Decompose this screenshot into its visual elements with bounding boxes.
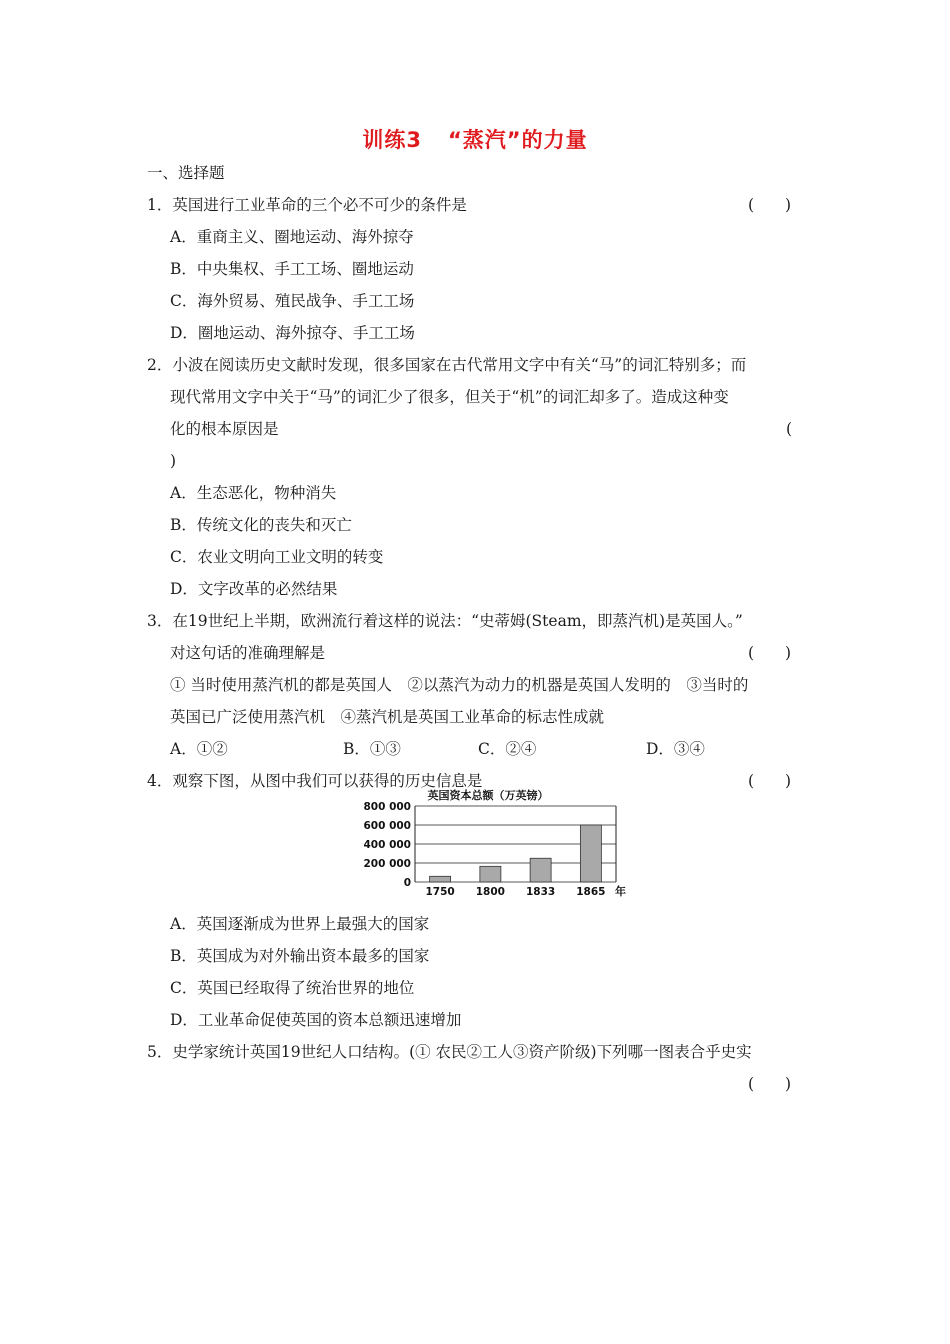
q1-answer-blank: ( ) — [748, 196, 792, 214]
q2-option-c: C．农业文明向工业文明的转变 — [170, 548, 384, 566]
q3-answer-blank: ( ) — [748, 644, 792, 662]
q1-option-a: A．重商主义、圈地运动、海外掠夺 — [170, 228, 414, 246]
q2-option-d: D．文字改革的必然结果 — [170, 580, 338, 598]
q4-stem: 4．观察下图，从图中我们可以获得的历史信息是 — [147, 772, 483, 790]
q2-answer-blank-open: ( — [786, 420, 793, 438]
chart-y-tick-label: 200 000 — [363, 858, 411, 870]
q3-option-a: A．①② — [170, 740, 228, 758]
title-topic: “蒸汽”的力量 — [448, 128, 588, 152]
chart-y-tick-label: 800 000 — [363, 801, 411, 813]
chart-x-tick-label: 1750 — [425, 886, 455, 898]
q4-option-d: D．工业革命促使英国的资本总额迅速增加 — [170, 1011, 462, 1029]
chart-y-tick-label: 400 000 — [363, 839, 411, 851]
q4-option-b: B．英国成为对外输出资本最多的国家 — [170, 947, 430, 965]
q3-option-b: B．①③ — [343, 740, 401, 758]
q1-option-b: B．中央集权、手工工场、圈地运动 — [170, 260, 414, 278]
capital-bar-chart — [360, 784, 630, 904]
q4-answer-blank: ( ) — [748, 772, 792, 790]
q4-option-c: C．英国已经取得了统治世界的地位 — [170, 979, 415, 997]
chart-x-unit: 年 — [615, 885, 626, 898]
q2-stem-line2: 现代常用文字中关于“马”的词汇少了很多，但关于“机”的词汇却多了。造成这种变 — [170, 388, 729, 406]
chart-bar-1800 — [480, 866, 501, 882]
q4-option-a: A．英国逐渐成为世界上最强大的国家 — [170, 915, 430, 933]
q2-answer-blank-close: ) — [170, 452, 177, 470]
q5-stem: 5．史学家统计英国19世纪人口结构。(① 农民②工人③资产阶级)下列哪一图表合乎史实 — [147, 1043, 752, 1061]
chart-bar-1750 — [430, 876, 451, 882]
q2-stem-line1: 2．小波在阅读历史文献时发现，很多国家在古代常用文字中有关“马”的词汇特别多；而 — [147, 356, 747, 374]
chart-y-tick-label: 600 000 — [363, 820, 411, 832]
chart-title: 英国资本总额（万英镑） — [427, 789, 549, 802]
chart-x-tick-label: 1865 — [576, 886, 606, 898]
chart-y-tick-label: 0 — [403, 877, 411, 889]
q3-option-c: C．②④ — [478, 740, 537, 758]
q1-option-c: C．海外贸易、殖民战争、手工工场 — [170, 292, 415, 310]
chart-x-tick-label: 1833 — [526, 886, 556, 898]
q2-option-a: A．生态恶化，物种消失 — [170, 484, 337, 502]
q3-option-d: D．③④ — [646, 740, 705, 758]
chart-bar-1865 — [580, 825, 601, 882]
q1-stem: 1．英国进行工业革命的三个必不可少的条件是 — [147, 196, 467, 214]
page-title — [0, 124, 950, 154]
q3-stem-line2: 对这句话的准确理解是 — [170, 644, 326, 662]
q3-statements-line2: 英国已广泛使用蒸汽机 ④蒸汽机是英国工业革命的标志性成就 — [170, 708, 605, 726]
section-heading: 一、选择题 — [147, 164, 225, 182]
q3-stem-line1: 3．在19世纪上半期，欧洲流行着这样的说法：“史蒂姆(Steam，即蒸汽机)是英国人。” — [147, 612, 743, 630]
q2-option-b: B．传统文化的丧失和灭亡 — [170, 516, 352, 534]
q3-statements-line1: ① 当时使用蒸汽机的都是英国人 ②以蒸汽为动力的机器是英国人发明的 ③当时的 — [170, 676, 749, 694]
q2-stem-line3: 化的根本原因是 — [170, 420, 279, 438]
q5-answer-blank: ( ) — [748, 1075, 792, 1093]
chart-x-tick-label: 1800 — [475, 886, 505, 898]
title-lesson-number: 训练3 — [362, 128, 422, 152]
q1-option-d: D．圈地运动、海外掠夺、手工工场 — [170, 324, 415, 342]
chart-bar-1833 — [530, 858, 551, 882]
